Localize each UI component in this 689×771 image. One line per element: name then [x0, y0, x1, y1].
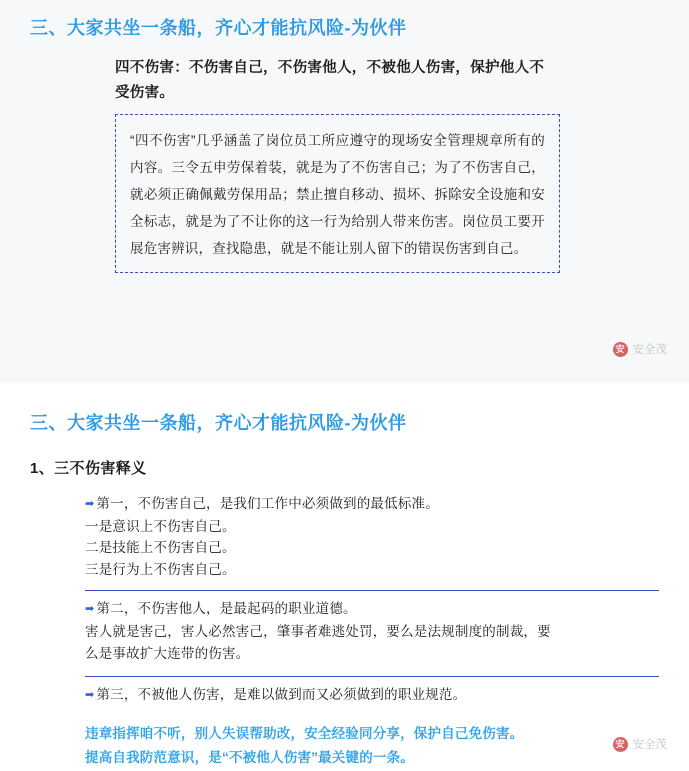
- arrow-right-icon: ➡: [85, 688, 95, 701]
- bullet-third-text: 第三，不被他人伤害，是难以做到而又必须做到的职业规范。: [96, 686, 467, 702]
- sub-line-skill: 二是技能上不伤害自己。: [85, 540, 236, 556]
- watermark-logo-icon: 安: [613, 342, 628, 357]
- three-no-harm-blocks: [0, 478, 689, 712]
- block-first: [85, 492, 659, 586]
- arrow-right-icon: ➡: [85, 603, 95, 616]
- slide-two: [0, 393, 689, 770]
- closing-line-two: 提高自我防范意识，是“不被他人伤害”最关键的一条。: [85, 750, 414, 766]
- four-no-harm-paragraph: “四不伤害”几乎涵盖了岗位员工所应遵守的现场安全管理规章所有的内容。三令五申劳保着装，就是为了不伤害自己；为了不伤害自己，就必须正确佩戴劳保用品；禁止擅自移动、损坏、拆除安全设施和安全标志，就是为了不让你的这一行为给别人带来伤害。岗位员工要开展危害辨识，查找隐患，就是不能让别人留下的错误伤害到自己。: [130, 133, 545, 257]
- bullet-first-text: 第一，不伤害自己，是我们工作中必须做到的最低标准。: [96, 496, 439, 511]
- watermark-label: 安全茂: [632, 739, 667, 751]
- slide-one: [0, 0, 689, 383]
- bullet-first: [85, 492, 659, 516]
- dashed-callout-box: [115, 114, 560, 273]
- four-no-harm-title: 四不伤害：不伤害自己，不伤害他人，不被他人伤害，保护他人不受伤害。: [115, 60, 545, 101]
- closing-statements: [0, 712, 689, 771]
- slide-divider: [0, 383, 689, 393]
- bullet-third: [85, 683, 659, 707]
- slide-one-heading: 三、大家共坐一条船，齐心才能抗风险-为伙伴: [30, 18, 407, 38]
- slide-two-heading: 三、大家共坐一条船，齐心才能抗风险-为伙伴: [30, 413, 407, 433]
- sub-line-behavior: 三是行为上不伤害自己。: [85, 561, 236, 577]
- bullet-second-text: 第二，不伤害他人，是最起码的职业道德。: [96, 601, 357, 617]
- watermark-slide-one: [613, 341, 668, 357]
- slide-one-body: [0, 40, 689, 273]
- block-third: [85, 676, 659, 713]
- bullet-second: [85, 597, 659, 621]
- arrow-right-icon: ➡: [85, 498, 95, 510]
- block-second: [85, 590, 659, 671]
- watermark-slide-two: [613, 736, 668, 752]
- section-title: 1、三不伤害释义: [30, 460, 147, 477]
- closing-line-one: 违章指挥咱不听，别人失误帮助改，安全经验同分享，保护自己免伤害。: [85, 726, 524, 742]
- watermark-logo-icon: 安: [613, 737, 628, 752]
- sub-line-harming-others: 害人就是害己，害人必然害己，肇事者难逃处罚，要么是法规制度的制裁，要么是事故扩大连带的伤害。: [85, 624, 551, 662]
- sub-line-awareness: 一是意识上不伤害自己。: [85, 518, 236, 534]
- watermark-label: 安全茂: [632, 344, 667, 356]
